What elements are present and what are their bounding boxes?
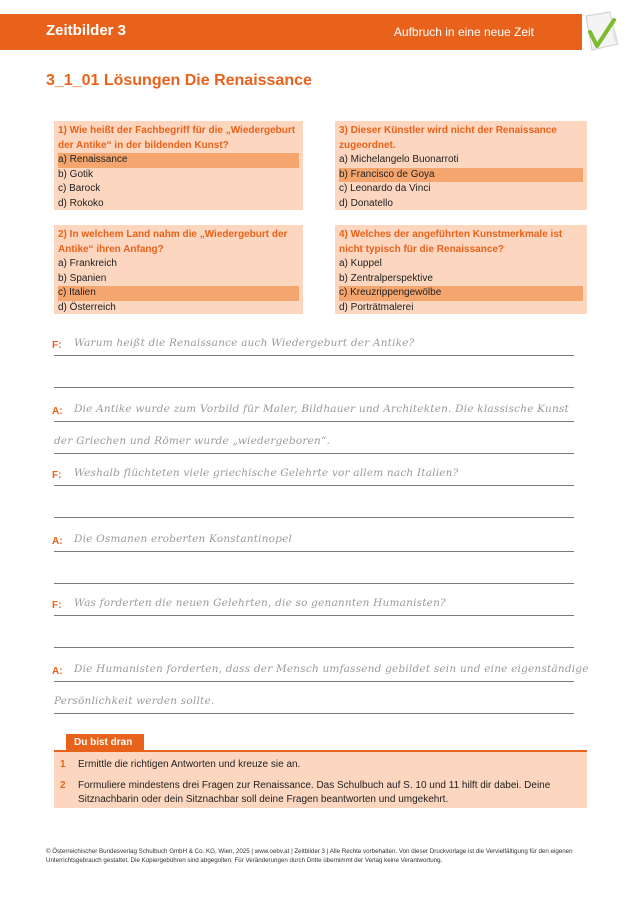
line-label: F: [52, 600, 62, 611]
page-title: 3_1_01 Lösungen Die Renaissance [46, 72, 312, 89]
answer-option[interactable]: a) Michelangelo Buonarroti [339, 154, 459, 166]
answer-option[interactable]: c) Barock [58, 183, 101, 195]
blank-line[interactable] [54, 368, 574, 388]
blank-line[interactable] [54, 564, 574, 584]
answer-option[interactable]: c) Leonardo da Vinci [339, 183, 431, 195]
line-label: A: [52, 536, 63, 547]
quiz-question-3 [335, 121, 587, 210]
question-line[interactable] [54, 596, 574, 616]
handwritten-text: Die Humanisten forderten, dass der Mensch umfassend gebildet sein und eine eigenständige [74, 663, 589, 675]
line-label: F: [52, 470, 62, 481]
blank-line[interactable] [54, 628, 574, 648]
book-title: Zeitbilder 3 [46, 22, 127, 39]
handwritten-text: der Griechen und Römer wurde „wiedergeboren“. [54, 435, 331, 447]
answer-line[interactable] [52, 662, 589, 682]
handwritten-text: Warum heißt die Renaissance auch Wiedergeburt der Antike? [74, 337, 415, 349]
line-label: A: [52, 666, 63, 677]
line-label: F: [52, 340, 62, 351]
answer-option[interactable]: b) Gotik [58, 168, 94, 180]
paper-check-icon [580, 10, 624, 56]
answer-option[interactable]: d) Rokoko [58, 197, 104, 209]
answer-option[interactable]: a) Frankreich [58, 258, 117, 270]
answer-option-selected[interactable]: c) Italien [58, 286, 299, 301]
task-number: 1 [60, 759, 66, 770]
answer-line[interactable] [54, 532, 574, 552]
answer-option[interactable]: b) Spanien [58, 272, 107, 284]
answer-line[interactable] [54, 402, 574, 422]
task-text: Formuliere mindestens drei Fragen zur Renaissance. Das Schulbuch auf S. 10 und 11 hilft dir dabei. Deine Sitznachbarin oder dein Sitznachbar soll deine Fragen beantworten und umgekehrt. [78, 780, 551, 805]
quiz-question-2 [54, 225, 303, 314]
question-text: 4) Welches der angeführten Kunstmerkmale ist nicht typisch für die Renaissance? [339, 229, 563, 255]
task-box [54, 734, 587, 808]
chapter-title: Aufbruch in eine neue Zeit [393, 25, 534, 39]
task-header [54, 734, 587, 752]
handwritten-text: Die Antike wurde zum Vorbild für Maler, Bildhauer und Architekten. Die klassische Kunst [74, 403, 569, 415]
answer-line[interactable] [54, 694, 574, 714]
question-text: 1) Wie heißt der Fachbegriff für die „Wiedergeburt der Antike“ in der bildenden Kunst? [58, 125, 296, 151]
handwritten-text: Was forderten die neuen Gelehrten, die so genannten Humanisten? [74, 597, 446, 609]
blank-line[interactable] [54, 498, 574, 518]
answer-line[interactable] [54, 434, 574, 454]
answer-option[interactable]: b) Zentralperspektive [339, 272, 433, 284]
question-text: 3) Dieser Künstler wird nicht der Renaissance zugeordnet. [339, 125, 557, 151]
task-heading: Du bist dran [66, 734, 144, 752]
quiz-question-1 [54, 121, 303, 210]
answer-option[interactable]: d) Österreich [58, 301, 116, 313]
handwritten-text: Weshalb flüchteten viele griechische Gelehrte vor allem nach Italien? [74, 467, 459, 479]
answer-option[interactable]: d) Porträtmalerei [339, 301, 414, 313]
line-label: A: [52, 406, 63, 417]
handwritten-text: Die Osmanen eroberten Konstantinopel [74, 533, 293, 545]
answer-option[interactable]: a) Kuppel [339, 258, 382, 270]
answer-option-selected[interactable]: c) Kreuzrippengewölbe [339, 286, 583, 301]
question-line[interactable] [54, 466, 574, 486]
copyright-footer: © Österreichischer Bundesverlag Schulbuch GmbH & Co. KG, Wien, 2025 | www.oebv.at | Zeitbilder 3 | Alle Rechte vorbehalten. Von dieser Druckvorlage ist die Vervielfältigung für den eigenen Unterrichtsgebrauch gestattet. Die Kopiergebühren sind abgegolten. Für Veränderungen durch Dritte übernimmt der Verlag keine Verantwortung. [46, 848, 573, 864]
quiz-question-4 [335, 225, 587, 314]
handwritten-text: Persönlichkeit werden sollte. [54, 695, 215, 707]
question-text: 2) In welchem Land nahm die „Wiedergeburt der Antike“ ihren Anfang? [58, 229, 288, 255]
question-line[interactable] [54, 336, 574, 356]
answer-option-selected[interactable]: b) Francisco de Goya [339, 168, 583, 183]
page-header [0, 14, 582, 50]
task-text: Ermittle die richtigen Antworten und kreuze sie an. [78, 759, 301, 770]
answer-option[interactable]: d) Donatello [339, 197, 393, 209]
task-number: 2 [60, 780, 66, 791]
answer-option-selected[interactable]: a) Renaissance [58, 153, 299, 168]
